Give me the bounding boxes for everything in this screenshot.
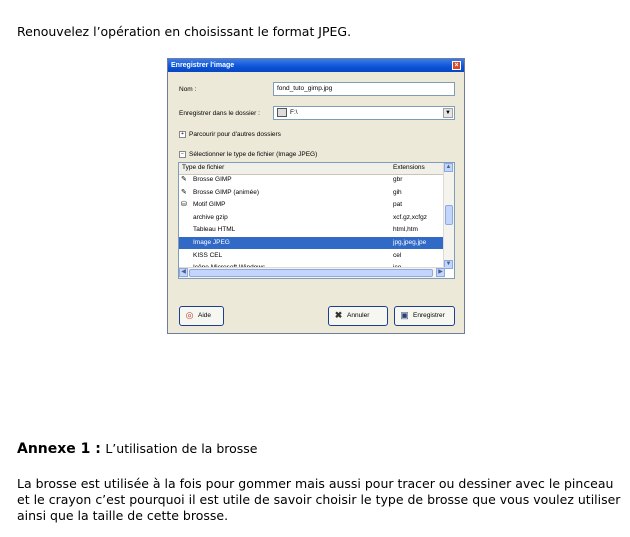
chevron-down-icon[interactable]: ▼: [443, 108, 453, 118]
browse-label: Parcourir pour d'autres dossiers: [189, 131, 281, 139]
filetype-list: [178, 162, 455, 279]
filetype-extensions: html,htm: [393, 226, 418, 234]
scroll-left-icon[interactable]: ◀: [179, 268, 188, 277]
annex-paragraph: La brosse est utilisée à la fois pour gommer mais aussi pour tracer ou dessiner avec le pinceau et le crayon c’est pourquoi il est utile de savoir choisir le type de brosse que vous voulez utiliser ainsi que la taille de cette brosse.: [17, 476, 621, 523]
drive-icon: [277, 108, 287, 117]
bucket-icon: ⛁: [181, 201, 187, 209]
filetype-extensions: gbr: [393, 176, 403, 183]
help-button[interactable]: [179, 306, 224, 326]
dialog-title: Enregistrer l'image: [171, 62, 235, 69]
annex-heading-title: L’utilisation de la brosse: [105, 441, 258, 456]
annex-heading-number: Annexe 1 :: [17, 441, 101, 457]
save-button-label: Enregistrer: [413, 312, 445, 319]
column-type[interactable]: Type de fichier: [182, 164, 225, 171]
filetype-name: Motif GIMP: [193, 201, 226, 209]
filetype-name: Brosse GIMP: [193, 176, 232, 183]
folder-combo[interactable]: [273, 106, 455, 120]
filetype-extensions: jpg,jpeg,jpe: [393, 239, 427, 246]
scroll-down-icon[interactable]: ▼: [445, 261, 452, 267]
scroll-up-icon[interactable]: ▲: [445, 164, 452, 170]
save-button[interactable]: [394, 306, 455, 326]
name-label: Nom :: [179, 86, 197, 93]
filetype-name: archive gzip: [193, 213, 228, 221]
intro-text: Renouvelez l’opération en choisissant le format JPEG.: [17, 24, 352, 39]
filetype-label: Sélectionner le type de fichier (Image JPEG): [189, 151, 318, 159]
expand-plus-icon: +: [179, 131, 186, 138]
horizontal-scrollbar[interactable]: [179, 267, 445, 278]
filetype-row[interactable]: [179, 199, 445, 211]
vertical-scroll-thumb[interactable]: [445, 205, 453, 225]
filetype-extensions: xcf.gz,xcfgz: [393, 213, 427, 221]
filetype-extensions: gih: [393, 188, 402, 196]
help-button-label: Aide: [198, 312, 212, 319]
filetype-row[interactable]: [179, 250, 445, 262]
vertical-scrollbar[interactable]: [443, 163, 454, 269]
filetype-row[interactable]: [179, 237, 445, 249]
filetype-row[interactable]: [179, 212, 445, 224]
column-extensions[interactable]: Extensions: [393, 164, 425, 171]
filetype-name: Image JPEG: [193, 239, 230, 246]
folder-value: F:\: [290, 109, 298, 116]
cancel-button-label: Annuler: [347, 312, 370, 319]
filename-input[interactable]: [273, 82, 455, 96]
cancel-x-icon: ✖: [334, 310, 343, 320]
folder-label: Enregistrer dans le dossier :: [179, 110, 260, 117]
lifebuoy-icon: ◎: [185, 310, 194, 320]
filetype-row[interactable]: [179, 187, 445, 199]
filetype-name: KISS CEL: [193, 251, 223, 259]
filetype-name: Tableau HTML: [193, 226, 236, 234]
scroll-right-icon[interactable]: ▶: [436, 268, 445, 277]
collapse-minus-icon: −: [179, 151, 186, 158]
brush-icon: ✎: [181, 176, 187, 183]
save-image-dialog: [167, 58, 465, 334]
filename-value: fond_tuto_gimp.jpg: [277, 85, 333, 92]
filetype-row[interactable]: [179, 224, 445, 236]
filetype-expander[interactable]: [179, 151, 317, 158]
brush-icon: ✎: [181, 188, 187, 196]
close-icon[interactable]: ×: [452, 61, 461, 70]
floppy-disk-icon: ▣: [400, 310, 409, 320]
cancel-button[interactable]: [328, 306, 388, 326]
browse-folders-expander[interactable]: [179, 131, 281, 138]
filetype-extensions: pat: [393, 201, 403, 209]
filetype-extensions: cel: [393, 251, 402, 259]
annex-heading: [17, 441, 257, 457]
horizontal-scroll-thumb[interactable]: [189, 269, 433, 277]
filetype-name: Brosse GIMP (animée): [193, 188, 259, 196]
filetype-row[interactable]: [179, 174, 445, 186]
dialog-titlebar: [168, 59, 464, 72]
